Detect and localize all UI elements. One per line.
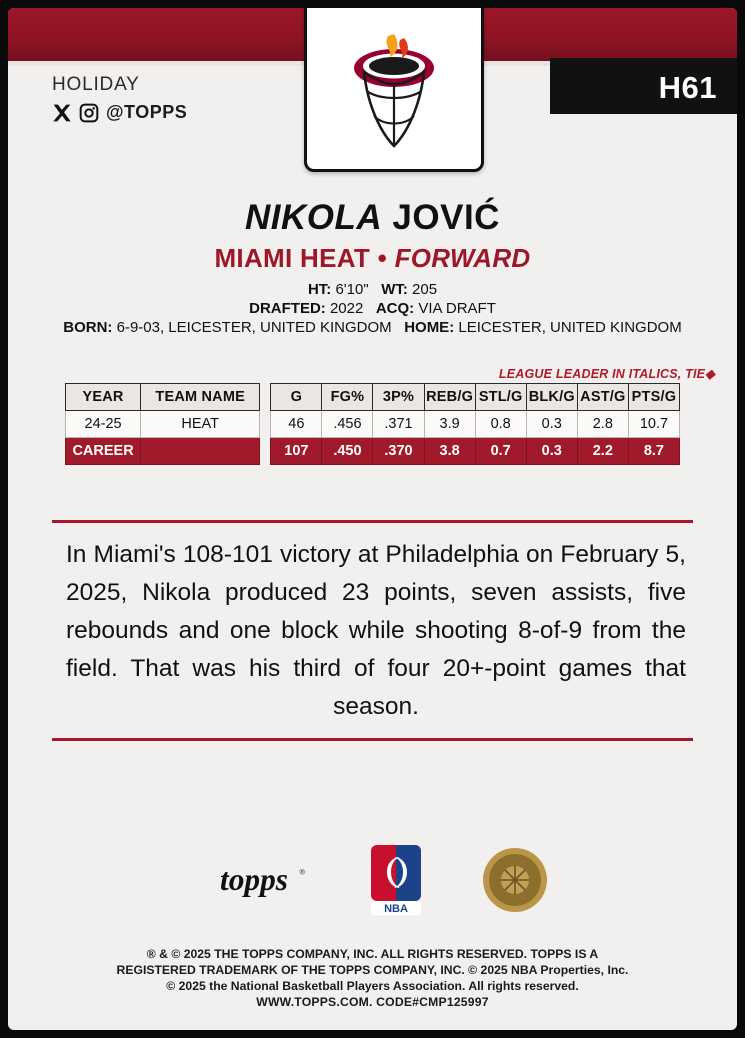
bio-row-drafted-acq xyxy=(8,299,737,318)
header-fg-pct: FG% xyxy=(322,384,373,411)
stats-table xyxy=(65,383,680,465)
legal-line-3: © 2025 the National Basketball Players Association. All rights reserved. xyxy=(166,979,579,993)
drafted-value: 2022 xyxy=(329,300,364,317)
ht-value: 6'10" xyxy=(335,281,369,298)
svg-text:topps: topps xyxy=(219,862,288,898)
bio-row-height-weight xyxy=(8,280,737,299)
born-value: 6-9-03, LEICESTER, UNITED KINGDOM xyxy=(116,319,392,336)
header-stl-g: STL/G xyxy=(475,384,526,411)
team-logo-plaque xyxy=(304,8,484,172)
team-position-line xyxy=(8,243,737,274)
wt-value: 205 xyxy=(412,281,438,298)
career-label: CAREER xyxy=(66,438,141,465)
cell-reb: 3.9 xyxy=(424,411,475,438)
cell-stl: 0.8 xyxy=(475,411,526,438)
header-ast-g: AST/G xyxy=(577,384,628,411)
card-number: H61 xyxy=(658,70,717,105)
header-pts-g: PTS/G xyxy=(628,384,679,411)
legal-line-2: REGISTERED TRADEMARK OF THE TOPPS COMPANY, INC. © 2025 NBA Properties, Inc. xyxy=(116,963,629,977)
career-fg: .450 xyxy=(322,438,373,465)
home-label: HOME: xyxy=(404,319,455,336)
player-blurb: In Miami's 108-101 victory at Philadelphia on February 5, 2025, Nikola produced 23 points, seven assists, five rebounds and one block while shooting 8-of-9 from the field. That was his third of four 20+-point games that season. xyxy=(66,541,686,720)
cell-fg: .456 xyxy=(322,411,373,438)
career-pts: 8.7 xyxy=(628,438,679,465)
cell-gap xyxy=(260,411,271,438)
career-stl: 0.7 xyxy=(475,438,526,465)
career-team xyxy=(141,438,260,465)
career-3p: .370 xyxy=(373,438,424,465)
header-team-name: TEAM NAME xyxy=(141,384,260,411)
league-leader-note: LEAGUE LEADER IN ITALICS, TIE◆ xyxy=(498,367,715,381)
wt-label: WT: xyxy=(381,281,408,298)
svg-text:NBA: NBA xyxy=(383,903,408,915)
career-ast: 2.2 xyxy=(577,438,628,465)
player-last-name: JOVIĆ xyxy=(392,198,500,237)
home-value: LEICESTER, UNITED KINGDOM xyxy=(458,319,682,336)
table-row xyxy=(66,411,680,438)
cell-3p: .371 xyxy=(373,411,424,438)
cell-pts: 10.7 xyxy=(628,411,679,438)
nba-logo xyxy=(370,844,422,916)
header-gap xyxy=(260,384,271,411)
cell-g: 46 xyxy=(271,411,322,438)
player-first-name: NIKOLA xyxy=(245,198,383,237)
cell-team: HEAT xyxy=(141,411,260,438)
acq-label: ACQ: xyxy=(375,300,415,317)
footer-logos xyxy=(8,844,737,916)
player-name xyxy=(8,198,737,238)
miami-heat-logo xyxy=(334,30,454,150)
divider-bottom xyxy=(52,738,693,741)
cell-blk: 0.3 xyxy=(526,411,577,438)
player-position: FORWARD xyxy=(394,243,531,273)
career-row xyxy=(66,438,680,465)
legal-line-1: ® & © 2025 THE TOPPS COMPANY, INC. ALL RIGHTS RESERVED. TOPPS IS A xyxy=(146,947,599,961)
header-reb-g: REB/G xyxy=(424,384,475,411)
born-label: BORN: xyxy=(63,319,113,336)
topps-logo xyxy=(198,857,310,903)
team-name: MIAMI HEAT xyxy=(214,243,371,273)
legal-text xyxy=(8,946,737,1010)
player-bio xyxy=(8,280,737,337)
svg-text:®: ® xyxy=(298,867,305,877)
ht-label: HT: xyxy=(307,281,332,298)
social-handles xyxy=(52,102,187,123)
legal-line-4: WWW.TOPPS.COM. CODE#CMP125997 xyxy=(256,995,489,1009)
instagram-icon xyxy=(79,103,99,123)
cell-year: 24-25 xyxy=(66,411,141,438)
nbpa-logo xyxy=(482,847,548,913)
topps-handle: @TOPPS xyxy=(106,102,188,122)
bio-row-born-home xyxy=(8,318,737,337)
header-g: G xyxy=(271,384,322,411)
holiday-label: HOLIDAY xyxy=(52,74,140,95)
x-twitter-icon xyxy=(52,103,72,123)
header-3p-pct: 3P% xyxy=(373,384,424,411)
career-gap xyxy=(260,438,271,465)
header-blk-g: BLK/G xyxy=(526,384,577,411)
header-year: YEAR xyxy=(66,384,141,411)
separator-dot: • xyxy=(377,243,388,273)
acq-value: VIA DRAFT xyxy=(418,300,496,317)
career-reb: 3.8 xyxy=(424,438,475,465)
career-g: 107 xyxy=(271,438,322,465)
career-blk: 0.3 xyxy=(526,438,577,465)
drafted-label: DRAFTED: xyxy=(249,300,326,317)
trading-card-back xyxy=(8,8,737,1030)
stats-header-row xyxy=(66,384,680,411)
divider-top xyxy=(52,520,693,523)
cell-ast: 2.8 xyxy=(577,411,628,438)
